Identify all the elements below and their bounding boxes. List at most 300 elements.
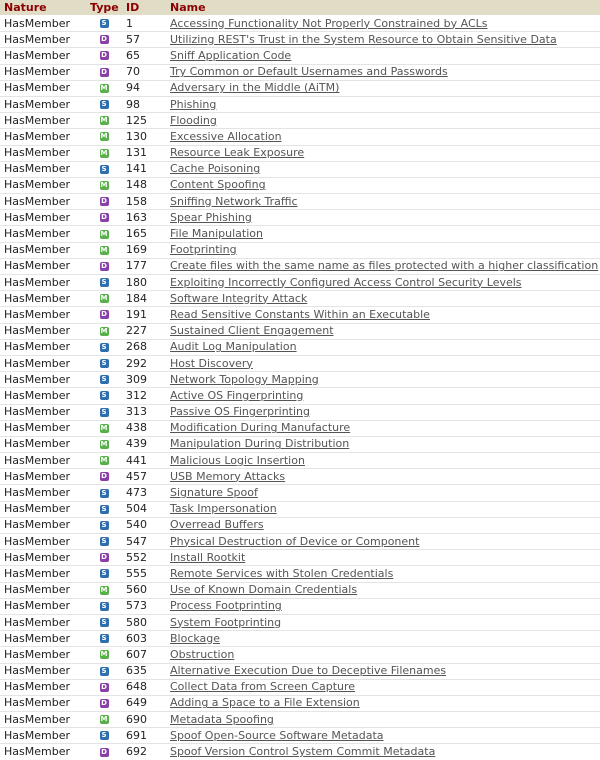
table-row [0, 534, 600, 550]
row-nature: HasMember [0, 679, 86, 695]
type-standard-icon: S [101, 391, 107, 400]
row-type [86, 436, 122, 452]
row-nature: HasMember [0, 48, 86, 64]
row-type [86, 582, 122, 598]
row-type [86, 339, 122, 355]
row-name [166, 161, 600, 177]
row-name [166, 744, 600, 760]
row-name [166, 679, 600, 695]
type-standard-icon: S [101, 601, 107, 610]
row-nature: HasMember [0, 436, 86, 452]
table-row [0, 663, 600, 679]
row-type [86, 145, 122, 161]
row-name [166, 339, 600, 355]
row-type [86, 614, 122, 630]
table-row [0, 679, 600, 695]
row-id: 169 [122, 242, 166, 258]
row-id: 94 [122, 80, 166, 96]
table-row [0, 226, 600, 242]
attack-pattern-link[interactable]: Create files with the same name as files protected with a higher classification [170, 259, 599, 273]
row-id: 165 [122, 226, 166, 242]
table-body [0, 16, 600, 760]
table-row [0, 388, 600, 404]
row-name [166, 32, 600, 48]
table-row [0, 436, 600, 452]
attack-pattern-link[interactable]: Network Topology Mapping [170, 372, 319, 386]
attack-pattern-link[interactable]: Host Discovery [170, 356, 253, 370]
table-row [0, 420, 600, 436]
table-row [0, 48, 600, 64]
row-nature: HasMember [0, 323, 86, 339]
attack-pattern-link[interactable]: Blockage [170, 631, 221, 645]
attack-pattern-link[interactable]: USB Memory Attacks [170, 469, 286, 483]
type-meta-icon: M [100, 585, 108, 594]
table-row [0, 275, 600, 291]
row-type [86, 728, 122, 744]
row-id: 547 [122, 534, 166, 550]
row-nature: HasMember [0, 291, 86, 307]
row-type [86, 372, 122, 388]
row-nature: HasMember [0, 339, 86, 355]
attack-pattern-link[interactable]: Adding a Space to a File Extension [170, 696, 360, 710]
row-nature: HasMember [0, 728, 86, 744]
row-nature: HasMember [0, 258, 86, 274]
type-detailed-icon: D [101, 472, 107, 481]
table-row [0, 16, 600, 32]
type-standard-icon: S [101, 407, 107, 416]
row-nature: HasMember [0, 695, 86, 711]
type-standard-icon: S [101, 569, 107, 578]
attack-pattern-link[interactable]: Overread Buffers [170, 518, 264, 532]
row-name [166, 275, 600, 291]
type-detailed-icon: D [101, 553, 107, 562]
type-meta-icon: M [100, 294, 108, 303]
row-id: 227 [122, 323, 166, 339]
attack-pattern-link[interactable]: Spoof Open-Source Software Metadata [170, 728, 384, 742]
row-id: 131 [122, 145, 166, 161]
table-row [0, 712, 600, 728]
row-type [86, 226, 122, 242]
attack-pattern-link[interactable]: Sniff Application Code [170, 48, 292, 62]
row-nature: HasMember [0, 145, 86, 161]
attack-pattern-link[interactable]: Excessive Allocation [170, 129, 282, 143]
row-type [86, 80, 122, 96]
row-name [166, 566, 600, 582]
row-name [166, 631, 600, 647]
type-meta-icon: M [100, 439, 108, 448]
table-row [0, 404, 600, 420]
row-nature: HasMember [0, 614, 86, 630]
row-name [166, 663, 600, 679]
row-nature: HasMember [0, 566, 86, 582]
type-meta-icon: M [100, 456, 108, 465]
row-id: 648 [122, 679, 166, 695]
attack-pattern-link[interactable]: Signature Spoof [170, 486, 258, 500]
row-nature: HasMember [0, 64, 86, 80]
row-nature: HasMember [4, 16, 70, 30]
type-meta-icon: M [100, 229, 108, 238]
row-type [86, 598, 122, 614]
type-meta-icon: M [100, 116, 108, 125]
row-id: 98 [122, 96, 166, 112]
type-meta-icon: M [100, 650, 108, 659]
table-row [0, 258, 600, 274]
type-meta-icon: M [100, 148, 108, 157]
row-nature: HasMember [0, 598, 86, 614]
row-nature: HasMember [0, 275, 86, 291]
row-type [86, 485, 122, 501]
row-name [166, 453, 600, 469]
row-nature: HasMember [0, 113, 86, 129]
attack-pattern-link[interactable]: Obstruction [170, 647, 235, 661]
row-name [166, 307, 600, 323]
row-nature: HasMember [0, 534, 86, 550]
table-row [0, 113, 600, 129]
row-id: 552 [122, 550, 166, 566]
type-standard-icon: S [101, 666, 107, 675]
row-nature: HasMember [0, 355, 86, 371]
row-type [86, 631, 122, 647]
table-row [0, 582, 600, 598]
table-row [0, 129, 600, 145]
table-row [0, 355, 600, 371]
attack-pattern-link[interactable]: Sniffing Network Traffic [170, 194, 298, 208]
row-type [86, 96, 122, 112]
row-name [166, 695, 600, 711]
type-meta-icon: M [100, 132, 108, 141]
row-type [86, 129, 122, 145]
row-type [86, 404, 122, 420]
row-name [166, 48, 600, 64]
attack-pattern-link[interactable]: Phishing [170, 97, 217, 111]
table-row [0, 517, 600, 533]
row-id: 268 [122, 339, 166, 355]
table-row [0, 501, 600, 517]
row-name [166, 728, 600, 744]
row-type [86, 355, 122, 371]
attack-pattern-link[interactable]: Read Sensitive Constants Within an Executable [170, 307, 430, 321]
row-id: 607 [122, 647, 166, 663]
attack-pattern-link[interactable]: Audit Log Manipulation [170, 340, 297, 354]
attack-pattern-link[interactable]: Exploiting Incorrectly Configured Access Control Security Levels [170, 275, 522, 289]
row-type [86, 517, 122, 533]
table-row [0, 372, 600, 388]
row-name [166, 16, 600, 32]
row-name [166, 469, 600, 485]
row-name [166, 96, 600, 112]
row-name [166, 210, 600, 226]
table-row [0, 307, 600, 323]
row-id: 1 [126, 16, 133, 30]
row-type [86, 663, 122, 679]
row-name [166, 388, 600, 404]
row-name [166, 372, 600, 388]
type-detailed-icon: D [101, 51, 107, 60]
row-nature: HasMember [0, 582, 86, 598]
type-detailed-icon: D [101, 310, 107, 319]
row-type [86, 258, 122, 274]
row-type [86, 501, 122, 517]
header-row [0, 0, 600, 16]
row-type [86, 275, 122, 291]
row-nature: HasMember [0, 647, 86, 663]
row-name [166, 534, 600, 550]
table-row [0, 550, 600, 566]
row-type [86, 323, 122, 339]
attack-pattern-link[interactable]: Process Footprinting [170, 599, 282, 613]
row-name [166, 582, 600, 598]
row-nature: HasMember [0, 210, 86, 226]
attack-pattern-link[interactable]: Collect Data from Screen Capture [170, 680, 356, 694]
row-type [86, 647, 122, 663]
type-detailed-icon: D [101, 197, 107, 206]
table-row [0, 339, 600, 355]
row-type [86, 32, 122, 48]
attack-pattern-link[interactable]: File Manipulation [170, 227, 263, 241]
table-row [0, 96, 600, 112]
row-id: 312 [122, 388, 166, 404]
row-name [166, 598, 600, 614]
row-type [86, 291, 122, 307]
attack-pattern-link[interactable]: Cache Poisoning [170, 162, 261, 176]
row-type [86, 113, 122, 129]
row-name [166, 194, 600, 210]
row-id: 158 [122, 194, 166, 210]
attack-pattern-link[interactable]: Software Integrity Attack [170, 291, 308, 305]
table-row [0, 647, 600, 663]
row-nature: HasMember [0, 372, 86, 388]
type-standard-icon: S [101, 488, 107, 497]
row-name [166, 258, 600, 274]
row-type [86, 695, 122, 711]
type-standard-icon: S [101, 19, 107, 28]
row-name [166, 355, 600, 371]
table-row [0, 469, 600, 485]
type-standard-icon: S [101, 537, 107, 546]
attack-pattern-link[interactable]: Utilizing REST's Trust in the System Resource to Obtain Sensitive Data [170, 32, 557, 46]
type-detailed-icon: D [101, 35, 107, 44]
type-meta-icon: M [100, 326, 108, 335]
row-nature: HasMember [0, 453, 86, 469]
row-id: 163 [122, 210, 166, 226]
type-standard-icon: S [101, 375, 107, 384]
row-id: 439 [122, 436, 166, 452]
attack-pattern-link[interactable]: Physical Destruction of Device or Component [170, 534, 420, 548]
type-detailed-icon: D [101, 682, 107, 691]
row-nature: HasMember [0, 194, 86, 210]
type-meta-icon: M [100, 423, 108, 432]
attack-pattern-link[interactable]: Accessing Functionality Not Properly Constrained by ACLs [170, 16, 488, 30]
table-row [0, 695, 600, 711]
table-row [0, 614, 600, 630]
row-nature: HasMember [0, 469, 86, 485]
attack-pattern-link[interactable]: Manipulation During Distribution [170, 437, 350, 451]
row-type [86, 566, 122, 582]
row-id: 177 [122, 258, 166, 274]
type-standard-icon: S [101, 731, 107, 740]
row-id: 635 [122, 663, 166, 679]
row-id: 148 [122, 177, 166, 193]
table-row [0, 485, 600, 501]
attack-pattern-link[interactable]: Task Impersonation [170, 502, 277, 516]
row-type [86, 210, 122, 226]
row-name [166, 242, 600, 258]
table-row [0, 453, 600, 469]
row-nature: HasMember [0, 129, 86, 145]
row-type [86, 453, 122, 469]
row-id: 438 [122, 420, 166, 436]
table-row [0, 145, 600, 161]
header-nature: Nature [0, 0, 86, 16]
row-name [166, 323, 600, 339]
row-nature: HasMember [0, 388, 86, 404]
attack-pattern-link[interactable]: System Footprinting [170, 615, 282, 629]
row-id: 141 [122, 161, 166, 177]
attack-pattern-link[interactable]: Spear Phishing [170, 210, 252, 224]
row-id: 540 [122, 517, 166, 533]
attack-pattern-link[interactable]: Spoof Version Control System Commit Metadata [170, 745, 436, 759]
row-type [86, 64, 122, 80]
attack-pattern-link[interactable]: Malicious Logic Insertion [170, 453, 305, 467]
table-row [0, 631, 600, 647]
table-row [0, 566, 600, 582]
header-name: Name [166, 0, 600, 16]
row-name [166, 145, 600, 161]
row-id: 65 [122, 48, 166, 64]
row-type [86, 161, 122, 177]
table-row [0, 598, 600, 614]
table-row [0, 291, 600, 307]
attack-pattern-link[interactable]: Modification During Manufacture [170, 421, 351, 435]
row-name [166, 420, 600, 436]
type-standard-icon: S [101, 100, 107, 109]
type-standard-icon: S [101, 618, 107, 627]
attack-pattern-link[interactable]: Sustained Client Engagement [170, 324, 334, 338]
table-row [0, 177, 600, 193]
attack-pattern-link[interactable]: Use of Known Domain Credentials [170, 583, 358, 597]
row-nature: HasMember [0, 501, 86, 517]
row-type [86, 469, 122, 485]
row-id: 690 [122, 712, 166, 728]
row-nature: HasMember [0, 663, 86, 679]
attack-pattern-link[interactable]: Flooding [170, 113, 217, 127]
row-name [166, 614, 600, 630]
row-id: 573 [122, 598, 166, 614]
row-type [86, 48, 122, 64]
table-row [0, 323, 600, 339]
attack-pattern-link[interactable]: Install Rootkit [170, 550, 246, 564]
type-detailed-icon: D [101, 213, 107, 222]
attack-pattern-link[interactable]: Remote Services with Stolen Credentials [170, 566, 394, 580]
row-id: 180 [122, 275, 166, 291]
attack-pattern-link[interactable]: Alternative Execution Due to Deceptive Filenames [170, 664, 447, 678]
row-type [86, 242, 122, 258]
row-name [166, 550, 600, 566]
type-detailed-icon: D [101, 698, 107, 707]
row-id: 504 [122, 501, 166, 517]
type-standard-icon: S [101, 164, 107, 173]
type-meta-icon: M [100, 715, 108, 724]
row-nature: HasMember [0, 242, 86, 258]
type-detailed-icon: D [101, 67, 107, 76]
type-standard-icon: S [101, 634, 107, 643]
row-id: 555 [122, 566, 166, 582]
table-row [0, 194, 600, 210]
table-row [0, 64, 600, 80]
row-id: 457 [122, 469, 166, 485]
row-name [166, 226, 600, 242]
table-row [0, 80, 600, 96]
row-nature: HasMember [0, 161, 86, 177]
attack-pattern-link[interactable]: Metadata Spoofing [170, 712, 274, 726]
row-name [166, 129, 600, 145]
table-row [0, 161, 600, 177]
row-id: 580 [122, 614, 166, 630]
row-name [166, 404, 600, 420]
row-id: 441 [122, 453, 166, 469]
row-nature: HasMember [0, 420, 86, 436]
type-standard-icon: S [101, 520, 107, 529]
header-id: ID [122, 0, 166, 16]
row-nature: HasMember [0, 517, 86, 533]
table-row [0, 728, 600, 744]
row-name [166, 291, 600, 307]
header-type: Type [86, 0, 122, 16]
type-standard-icon: S [101, 342, 107, 351]
table-header [0, 0, 600, 16]
type-standard-icon: S [101, 359, 107, 368]
table-row [0, 32, 600, 48]
attack-pattern-link[interactable]: Footprinting [170, 243, 237, 257]
type-detailed-icon: D [101, 261, 107, 270]
attack-pattern-link[interactable]: Passive OS Fingerprinting [170, 405, 310, 419]
row-id: 603 [122, 631, 166, 647]
row-id: 57 [122, 32, 166, 48]
row-name [166, 647, 600, 663]
row-id: 70 [122, 64, 166, 80]
row-name [166, 177, 600, 193]
row-name [166, 517, 600, 533]
attack-pattern-link[interactable]: Active OS Fingerprinting [170, 388, 304, 402]
row-type [86, 194, 122, 210]
attack-pattern-link[interactable]: Resource Leak Exposure [170, 146, 305, 160]
row-type [86, 744, 122, 760]
table-row [0, 210, 600, 226]
row-id: 649 [122, 695, 166, 711]
type-meta-icon: M [100, 83, 108, 92]
row-nature: HasMember [0, 177, 86, 193]
attack-pattern-link[interactable]: Adversary in the Middle (AiTM) [170, 81, 340, 95]
row-nature: HasMember [0, 404, 86, 420]
row-nature: HasMember [0, 80, 86, 96]
table-row [0, 744, 600, 760]
type-meta-icon: M [100, 180, 108, 189]
row-type [86, 307, 122, 323]
row-type [86, 550, 122, 566]
row-id: 191 [122, 307, 166, 323]
row-nature: HasMember [0, 744, 86, 760]
row-nature: HasMember [0, 32, 86, 48]
row-type [86, 679, 122, 695]
row-type [86, 420, 122, 436]
row-id: 692 [122, 744, 166, 760]
row-type [86, 712, 122, 728]
attack-pattern-link[interactable]: Content Spoofing [170, 178, 266, 192]
type-standard-icon: S [101, 278, 107, 287]
attack-pattern-link[interactable]: Try Common or Default Usernames and Passwords [170, 65, 448, 79]
row-name [166, 485, 600, 501]
row-id: 309 [122, 372, 166, 388]
